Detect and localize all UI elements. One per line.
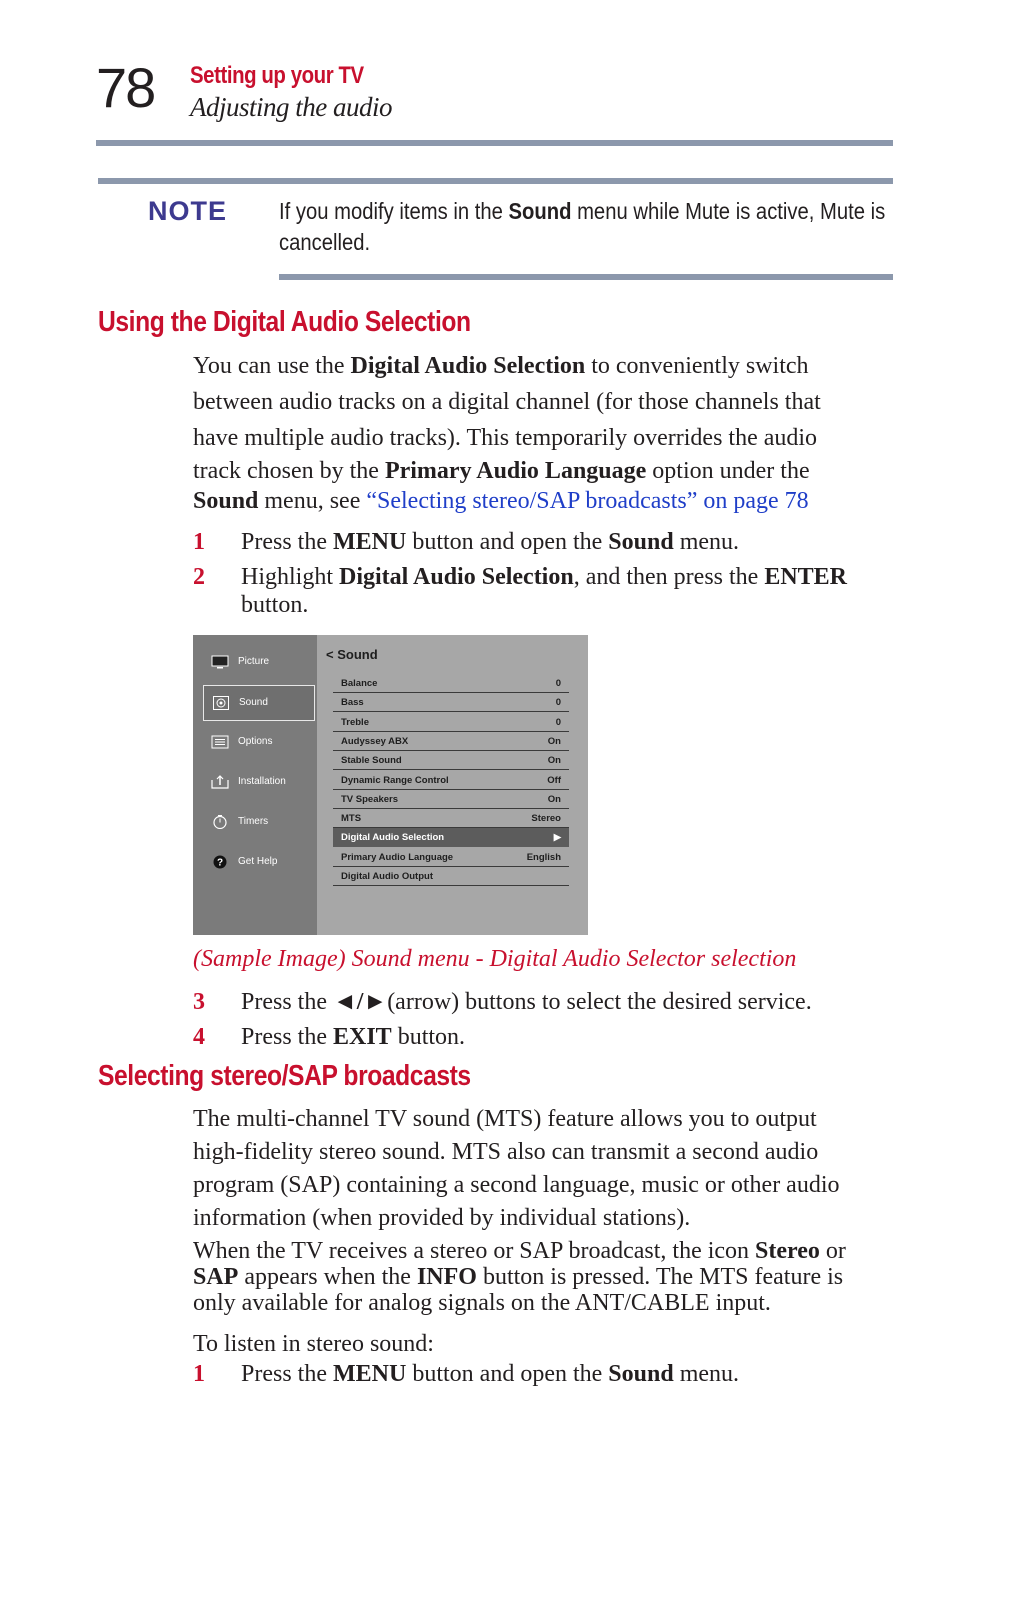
step-text xyxy=(241,988,812,1016)
text-bold: INFO xyxy=(416,1264,477,1290)
menu-row[interactable] xyxy=(333,751,569,770)
menu-row[interactable] xyxy=(333,771,569,790)
menu-row[interactable] xyxy=(333,732,569,751)
menu-row[interactable] xyxy=(333,828,569,847)
menu-row-label: Balance xyxy=(341,678,378,689)
header-divider xyxy=(96,140,893,146)
sidebar-item-timers[interactable] xyxy=(203,805,313,839)
intro-paragraph xyxy=(193,348,913,516)
step-number: 2 xyxy=(193,564,205,590)
timer-icon xyxy=(211,815,229,829)
sidebar-item-picture[interactable] xyxy=(203,645,313,679)
sidebar-item-sound[interactable] xyxy=(203,685,315,721)
menu-row-value: English xyxy=(526,851,561,863)
text: button is pressed. The MTS feature is xyxy=(476,1264,844,1290)
para-line xyxy=(193,456,913,486)
sidebar-item-label: Picture xyxy=(238,656,270,667)
text: appears when the xyxy=(238,1264,417,1290)
step-number: 3 xyxy=(193,989,205,1015)
menu-row-value: 0 xyxy=(555,697,561,709)
text: You can use the xyxy=(193,353,351,379)
text: option under the xyxy=(646,458,810,484)
menu-row[interactable] xyxy=(333,693,569,712)
text-bold: MENU xyxy=(333,1361,407,1387)
text-bold: SAP xyxy=(193,1264,239,1290)
text: Press the xyxy=(241,529,333,555)
page-number: 78 xyxy=(96,56,155,119)
text-bold: Sound xyxy=(608,529,674,555)
menu-row[interactable] xyxy=(333,848,569,867)
installation-icon xyxy=(211,775,229,789)
sidebar-item-label: Options xyxy=(238,736,273,747)
para-line xyxy=(193,486,913,516)
menu-row-value: On xyxy=(547,755,561,767)
menu-row-value: Off xyxy=(547,774,561,786)
para-line: The multi-channel TV sound (MTS) feature allows you to output xyxy=(193,1106,817,1132)
menu-title[interactable]: < Sound xyxy=(326,647,378,662)
menu-row-value: ▶ xyxy=(553,832,561,844)
tv-icon xyxy=(211,655,229,669)
para-line: high-fidelity stereo sound. MTS also can transmit a second audio xyxy=(193,1139,819,1165)
text: Press the xyxy=(241,989,333,1015)
menu-row-value: 0 xyxy=(555,678,561,689)
text-bold: Primary Audio Language xyxy=(384,458,647,484)
step-text xyxy=(241,1023,465,1051)
text-bold: Digital Audio Selection xyxy=(350,353,586,379)
sidebar-item-get-help[interactable] xyxy=(203,845,313,879)
text: Press the xyxy=(241,1024,333,1050)
menu-row[interactable] xyxy=(333,867,569,886)
text: menu. xyxy=(673,529,740,555)
sidebar-item-options[interactable] xyxy=(203,725,313,759)
cross-reference-link[interactable]: “Selecting stereo/SAP broadcasts” on page 78 xyxy=(366,488,809,514)
text: or xyxy=(819,1238,846,1264)
menu-row-label: Audyssey ABX xyxy=(341,735,409,747)
sidebar-item-label: Sound xyxy=(239,697,268,708)
note-text-part: If you modify items in the xyxy=(279,198,509,224)
step-text xyxy=(241,1360,739,1388)
menu-row-value: On xyxy=(547,793,561,805)
menu-row-value: On xyxy=(547,735,561,747)
step-number: 1 xyxy=(193,1361,205,1387)
text: track chosen by the xyxy=(193,458,385,484)
svg-text:?: ? xyxy=(216,857,224,869)
options-icon xyxy=(211,735,229,749)
para-line xyxy=(193,1264,913,1290)
text-bold: Stereo xyxy=(755,1238,820,1264)
text-bold: MENU xyxy=(333,529,407,555)
para-line: have multiple audio tracks). This temporarily overrides the audio xyxy=(193,425,818,451)
note-text-bold: Sound xyxy=(508,198,572,224)
stereo-sap-paragraph xyxy=(193,1238,913,1316)
note-divider-bottom xyxy=(279,274,893,280)
sidebar-item-installation[interactable] xyxy=(203,765,313,799)
para-line: program (SAP) containing a second language, music or other audio xyxy=(193,1172,840,1198)
para-line: only available for analog signals on the ANT/CABLE input. xyxy=(193,1290,771,1316)
step-text xyxy=(241,563,847,619)
step-text xyxy=(241,528,739,556)
menu-sidebar xyxy=(193,635,317,935)
menu-row[interactable] xyxy=(333,674,569,693)
menu-row-label: Treble xyxy=(341,716,369,728)
text: button. xyxy=(391,1024,466,1050)
sidebar-item-label: Timers xyxy=(238,816,269,827)
text: button and open the xyxy=(406,529,609,555)
text: , and then press the xyxy=(573,564,765,590)
note-divider-top xyxy=(98,178,893,184)
text: button. xyxy=(241,592,309,618)
note-text-part: menu while Mute is active, Mute is xyxy=(571,198,886,224)
text: When the TV receives a stereo or SAP broadcast, the icon xyxy=(193,1238,756,1264)
speaker-icon xyxy=(212,696,230,710)
text: button and open the xyxy=(406,1361,609,1387)
step-number: 4 xyxy=(193,1024,205,1050)
chapter-title: Setting up your TV xyxy=(190,62,364,89)
menu-row[interactable] xyxy=(333,809,569,828)
para-line xyxy=(193,348,913,384)
text: to conveniently switch xyxy=(585,353,809,379)
arrow-glyphs: ◄/► xyxy=(333,989,388,1015)
text-bold: Digital Audio Selection xyxy=(339,564,574,590)
section-heading-digital-audio: Using the Digital Audio Selection xyxy=(98,306,471,338)
text-bold: ENTER xyxy=(764,564,848,590)
menu-row-label: TV Speakers xyxy=(341,793,399,805)
menu-row-label: Primary Audio Language xyxy=(341,851,454,863)
text: Press the xyxy=(241,1361,333,1387)
menu-row-label: Digital Audio Selection xyxy=(341,832,445,844)
menu-row-label: Dynamic Range Control xyxy=(341,774,449,786)
note-label: NOTE xyxy=(148,196,228,226)
para-line: between audio tracks on a digital channel (for those channels that xyxy=(193,389,821,415)
text-bold: Sound xyxy=(608,1361,674,1387)
menu-row-label: Bass xyxy=(341,697,364,709)
text: Highlight xyxy=(241,564,340,590)
mts-paragraph xyxy=(193,1103,913,1235)
menu-row-label: MTS xyxy=(341,813,362,825)
section-heading-stereo-sap: Selecting stereo/SAP broadcasts xyxy=(98,1060,471,1092)
menu-row[interactable] xyxy=(333,713,569,732)
text: (arrow) buttons to select the desired service. xyxy=(387,989,812,1015)
note-text-line2: cancelled. xyxy=(279,229,371,255)
section-title: Adjusting the audio xyxy=(190,92,392,122)
para-line: information (when provided by individual stations). xyxy=(193,1205,691,1231)
menu-row[interactable] xyxy=(333,790,569,809)
text-bold: Sound xyxy=(193,488,259,514)
sidebar-item-label: Get Help xyxy=(238,856,278,867)
para-line xyxy=(193,1238,913,1264)
menu-row-label: Stable Sound xyxy=(341,755,402,767)
menu-row-label: Digital Audio Output xyxy=(341,871,433,882)
sound-menu-screenshot xyxy=(193,635,588,935)
step-number: 1 xyxy=(193,529,205,555)
text: menu, see xyxy=(258,488,367,514)
menu-row-value: 0 xyxy=(555,716,561,728)
menu-row-value: Stereo xyxy=(531,813,561,825)
text-bold: EXIT xyxy=(333,1024,392,1050)
note-text xyxy=(279,196,886,258)
help-icon xyxy=(211,855,229,869)
listen-stereo-intro: To listen in stereo sound: xyxy=(193,1331,434,1357)
sidebar-item-label: Installation xyxy=(238,776,286,787)
text: menu. xyxy=(673,1361,740,1387)
figure-caption: (Sample Image) Sound menu - Digital Audio Selector selection xyxy=(193,946,797,972)
